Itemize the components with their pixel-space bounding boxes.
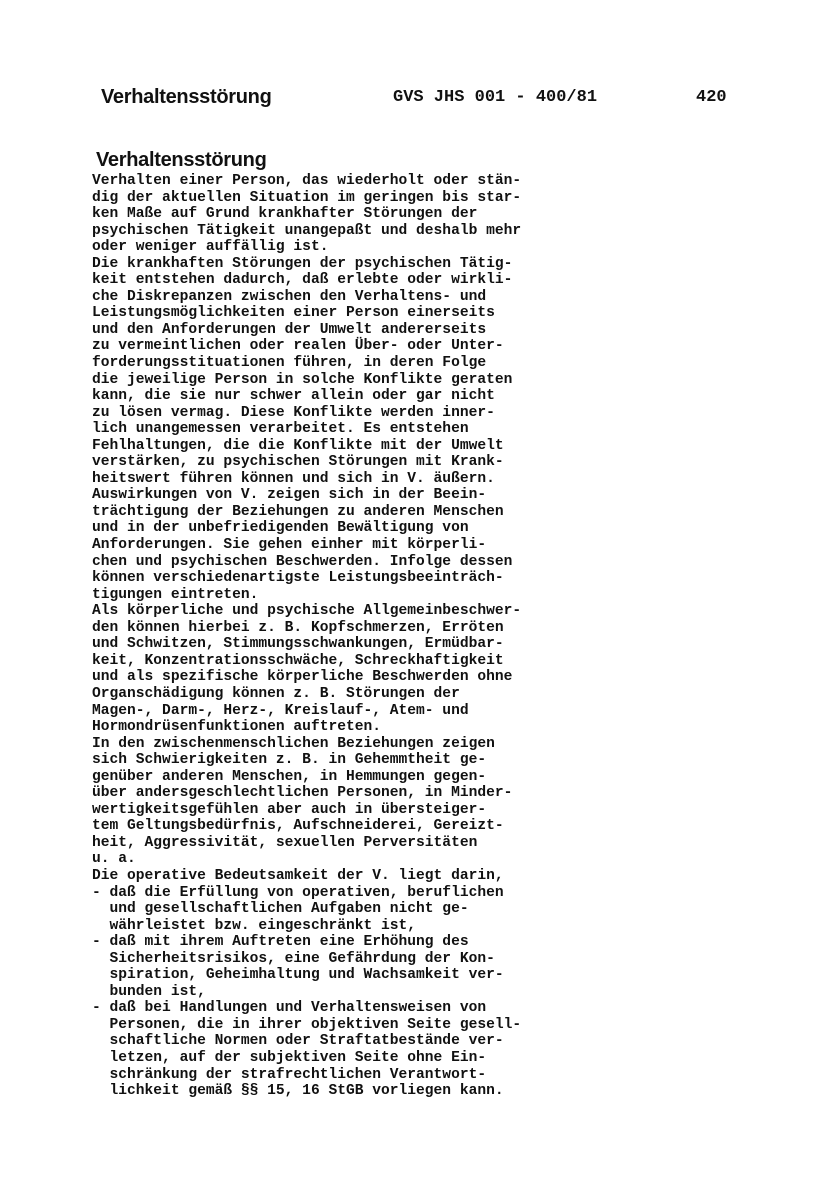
entry-body: [92, 173, 612, 1100]
text-line: zu vermeintlichen oder realen Über- oder Unter-: [92, 338, 504, 355]
page-number: 420: [696, 88, 727, 107]
text-line: ken Maße auf Grund krankhafter Störungen der: [92, 206, 478, 223]
text-line: über andersgeschlechtlichen Personen, in Minder-: [92, 785, 513, 802]
text-line: keit entstehen dadurch, daß erlebte oder wirkli-: [92, 272, 513, 289]
text-line: Die operative Bedeutsamkeit der V. liegt darin,: [92, 867, 504, 884]
text-line: und Schwitzen, Stimmungsschwankungen, Ermüdbar-: [92, 636, 504, 653]
text-line: heitswert führen können und sich in V. äußern.: [92, 470, 495, 487]
text-line: - daß bei Handlungen und Verhaltensweisen von: [92, 1000, 487, 1017]
page-header: [0, 86, 825, 116]
text-line: die jeweilige Person in solche Konflikte geraten: [92, 371, 513, 388]
text-line: Leistungsmöglichkeiten einer Person einerseits: [92, 305, 495, 322]
text-line: forderungsstituationen führen, in deren Folge: [92, 355, 487, 372]
text-line: Verhalten einer Person, das wiederholt oder stän-: [92, 173, 522, 189]
text-line: che Diskrepanzen zwischen den Verhaltens- und: [92, 288, 487, 305]
text-line: spiration, Geheimhaltung und Wachsamkeit ver-: [92, 967, 504, 984]
text-line: Die krankhaften Störungen der psychischen Tätig-: [92, 255, 513, 272]
text-line: psychischen Tätigkeit unangepaßt und deshalb mehr: [92, 222, 522, 239]
text-line: In den zwischenmenschlichen Beziehungen zeigen: [92, 735, 495, 752]
text-line: dig der aktuellen Situation im geringen bis star-: [92, 189, 522, 206]
text-line: Hormondrüsenfunktionen auftreten.: [92, 719, 382, 736]
text-line: und den Anforderungen der Umwelt andererseits: [92, 321, 487, 338]
text-line: verstärken, zu psychischen Störungen mit Krank-: [92, 454, 504, 471]
text-line: Auswirkungen von V. zeigen sich in der Beein-: [92, 487, 487, 504]
text-line: und gesellschaftlichen Aufgaben nicht ge-: [92, 901, 469, 918]
document-reference: GVS JHS 001 - 400/81: [393, 88, 598, 107]
text-line: u. a.: [92, 851, 136, 868]
text-line: keit, Konzentrationsschwäche, Schreckhaftigkeit: [92, 652, 504, 669]
text-line: schaftliche Normen oder Straftatbestände ver-: [92, 1033, 504, 1050]
text-line: sich Schwierigkeiten z. B. in Gehemmtheit ge-: [92, 752, 487, 769]
text-line: den können hierbei z. B. Kopfschmerzen, Erröten: [92, 619, 504, 636]
text-line: Personen, die in ihrer objektiven Seite gesell-: [92, 1016, 522, 1033]
text-line: und in der unbefriedigenden Bewältigung von: [92, 520, 469, 537]
dictionary-entry: [92, 148, 612, 1100]
text-line: schränkung der strafrechtlichen Verantwort-: [92, 1066, 487, 1083]
text-line: letzen, auf der subjektiven Seite ohne Ein-: [92, 1049, 487, 1066]
text-line: trächtigung der Beziehungen zu anderen Menschen: [92, 503, 504, 520]
text-line: und als spezifische körperliche Beschwerden ohne: [92, 669, 513, 686]
text-line: tem Geltungsbedürfnis, Aufschneiderei, Gereizt-: [92, 818, 504, 835]
text-line: - daß mit ihrem Auftreten eine Erhöhung des: [92, 934, 469, 951]
entry-title: Verhaltensstörung: [96, 149, 267, 171]
text-line: wertigkeitsgefühlen aber auch in übersteiger-: [92, 801, 487, 818]
text-line: Anforderungen. Sie gehen einher mit körperli-: [92, 537, 487, 554]
text-line: oder weniger auffällig ist.: [92, 239, 329, 256]
text-line: heit, Aggressivität, sexuellen Perversitäten: [92, 834, 478, 851]
text-line: lichkeit gemäß §§ 15, 16 StGB vorliegen kann.: [92, 1083, 504, 1100]
text-line: können verschiedenartigste Leistungsbeeinträch-: [92, 570, 504, 587]
text-line: Sicherheitsrisikos, eine Gefährdung der Kon-: [92, 950, 495, 967]
text-line: Magen-, Darm-, Herz-, Kreislauf-, Atem- und: [92, 702, 469, 719]
running-head-title: Verhaltensstörung: [101, 86, 272, 108]
text-line: lich unangemessen verarbeitet. Es entstehen: [92, 421, 469, 438]
text-line: tigungen eintreten.: [92, 586, 259, 603]
text-line: kann, die sie nur schwer allein oder gar nicht: [92, 388, 495, 405]
text-line: Organschädigung können z. B. Störungen der: [92, 685, 460, 702]
text-line: - daß die Erfüllung von operativen, beruflichen: [92, 884, 504, 901]
text-line: Als körperliche und psychische Allgemeinbeschwer-: [92, 603, 522, 620]
text-line: währleistet bzw. eingeschränkt ist,: [92, 917, 417, 934]
text-line: chen und psychischen Beschwerden. Infolge dessen: [92, 553, 513, 570]
text-line: zu lösen vermag. Diese Konflikte werden inner-: [92, 404, 495, 421]
text-line: Fehlhaltungen, die die Konflikte mit der Umwelt: [92, 437, 504, 454]
text-line: genüber anderen Menschen, in Hemmungen gegen-: [92, 768, 487, 785]
text-line: bunden ist,: [92, 983, 206, 1000]
